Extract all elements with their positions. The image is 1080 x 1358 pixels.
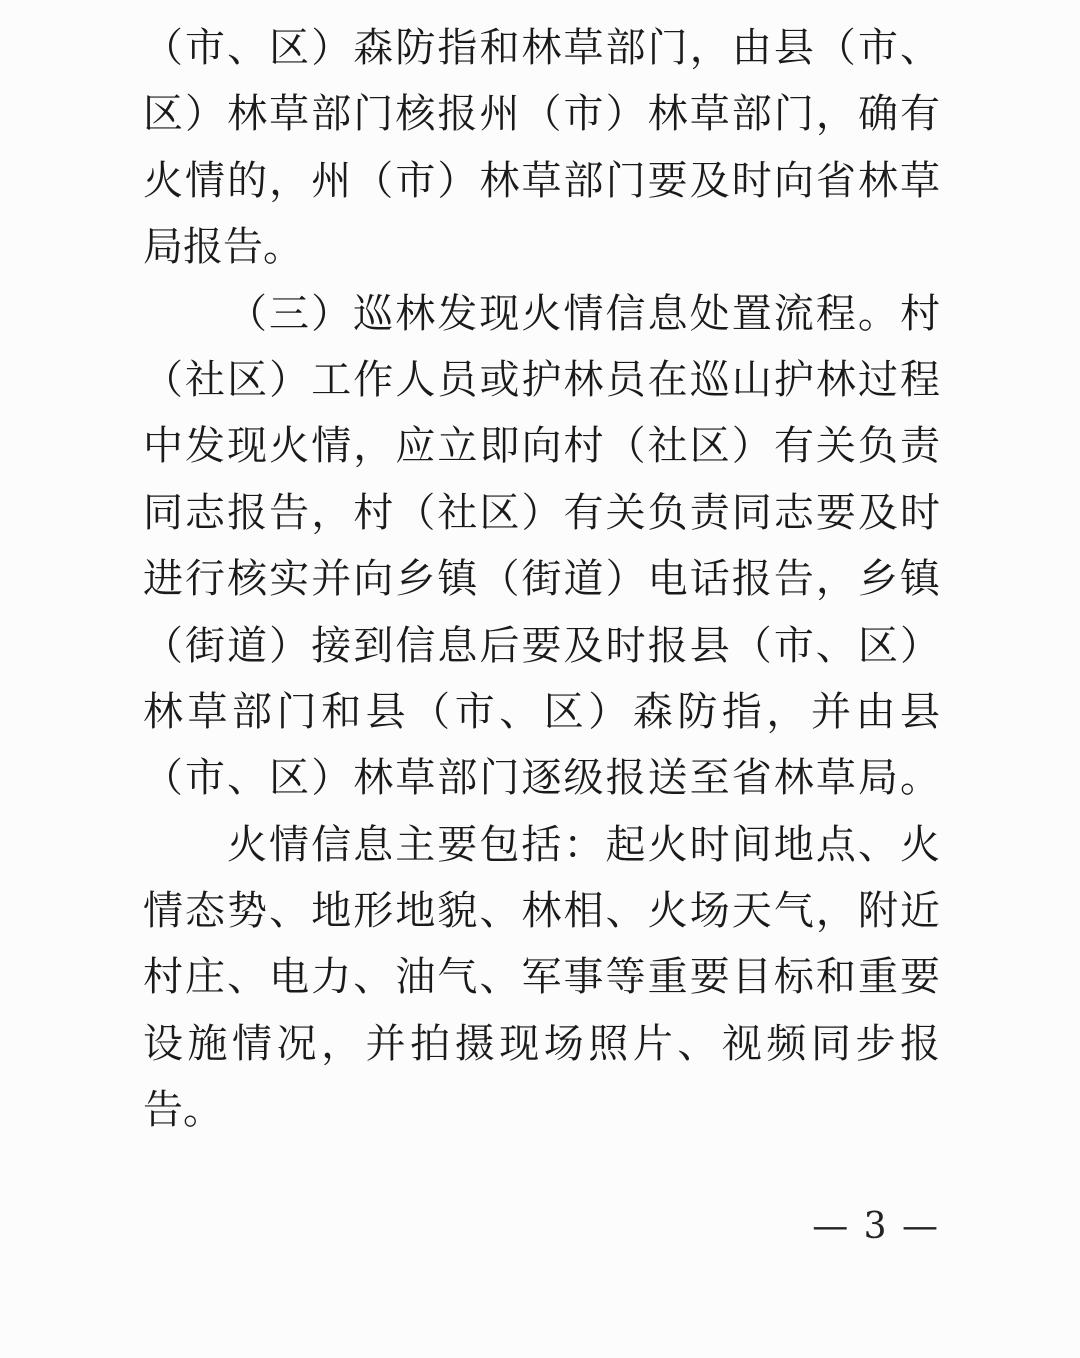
text-line: 中发现火情，应立即向村（社区）有关负责 xyxy=(143,423,940,470)
text-line: （市、区）林草部门逐级报送至省林草局。 xyxy=(143,755,940,802)
text-line: 林草部门和县（市、区）森防指，并由县 xyxy=(143,688,940,735)
text-line: 设施情况，并拍摄现场照片、视频同步报 xyxy=(143,1020,940,1067)
paragraph-patrol-fire-info-process xyxy=(143,281,940,812)
text-line: 同志报告，村（社区）有关负责同志要及时 xyxy=(143,489,940,536)
text-block xyxy=(143,15,940,1144)
paragraph-report-routing xyxy=(143,15,940,281)
text-line: 火情的，州（市）林草部门要及时向省林草 xyxy=(143,157,940,204)
text-line: 进行核实并向乡镇（街道）电话报告，乡镇 xyxy=(143,556,940,603)
paragraph-fire-info-contents xyxy=(143,812,940,1144)
text-line: 村庄、电力、油气、军事等重要目标和重要 xyxy=(143,954,940,1001)
text-line: 火情信息主要包括：起火时间地点、火 xyxy=(227,821,940,868)
text-line: 局报告。 xyxy=(143,224,303,271)
page-number: — 3 — xyxy=(812,1206,940,1247)
text-line: （街道）接到信息后要及时报县（市、区） xyxy=(143,622,940,669)
text-line: （三）巡林发现火情信息处置流程。村 xyxy=(227,290,940,337)
text-line: （市、区）森防指和林草部门，由县（市、 xyxy=(143,25,940,71)
text-line: 区）林草部门核报州（市）林草部门，确有 xyxy=(143,91,940,138)
text-line: 告。 xyxy=(143,1087,223,1134)
text-line: 情态势、地形地貌、林相、火场天气，附近 xyxy=(143,888,940,935)
text-line: （社区）工作人员或护林员在巡山护林过程 xyxy=(143,356,940,403)
